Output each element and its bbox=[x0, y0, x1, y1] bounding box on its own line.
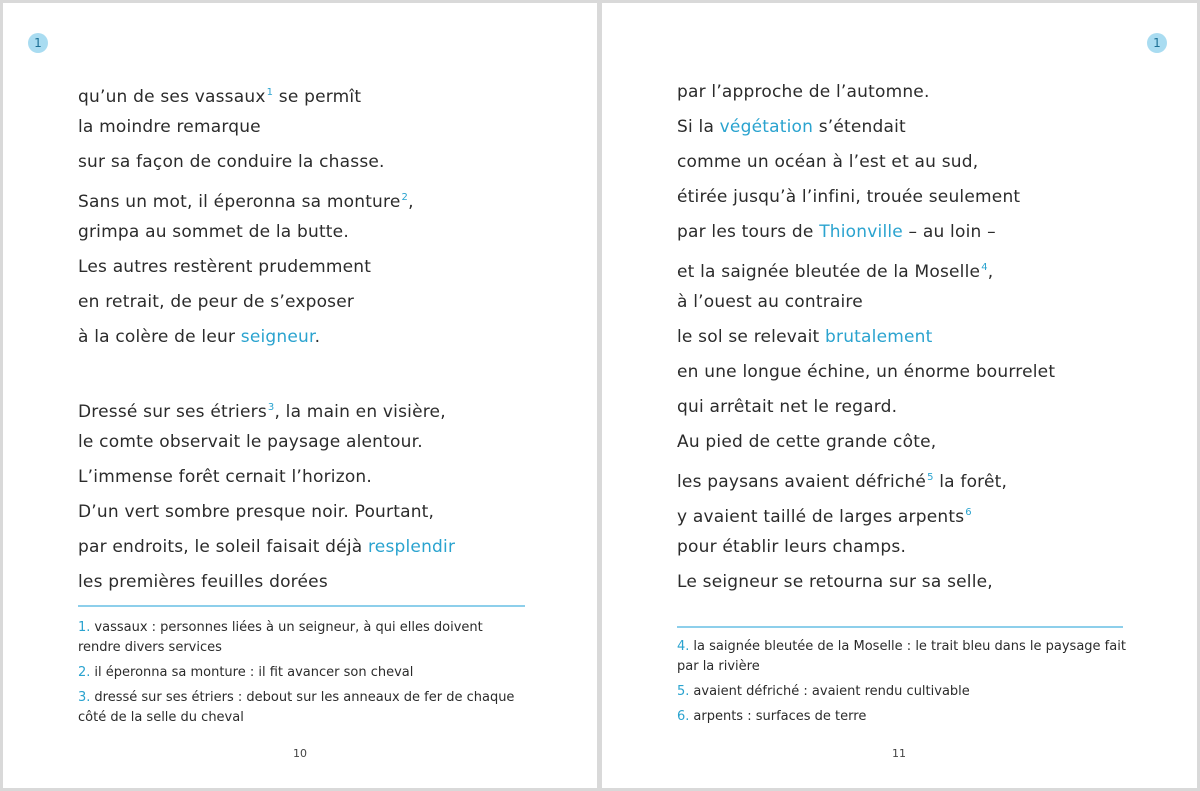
text-line: en une longue échine, un énorme bourrelet bbox=[677, 362, 1056, 382]
footnote: 1. vassaux : personnes liées à un seigneur, à qui elles doivent rendre divers services bbox=[78, 620, 483, 655]
text-block bbox=[78, 75, 455, 600]
text-line: sur sa façon de conduire la chasse. bbox=[78, 152, 385, 172]
right-page bbox=[602, 3, 1197, 788]
chapter-badge: 1 bbox=[28, 33, 48, 53]
text-line: le sol se relevait brutalement bbox=[677, 327, 933, 347]
text-line: à l’ouest au contraire bbox=[677, 292, 863, 312]
text-line: Les autres restèrent prudemment bbox=[78, 257, 372, 277]
footnote-ref[interactable]: 3 bbox=[267, 402, 275, 413]
text-line: par l’approche de l’automne. bbox=[677, 82, 930, 102]
text-line: à la colère de leur seigneur. bbox=[78, 327, 321, 347]
text-line: Dressé sur ses étriers$^3$, la main en visière, bbox=[78, 402, 446, 422]
text-line: comme un océan à l’est et au sud, bbox=[677, 152, 979, 172]
text-line: D’un vert sombre presque noir. Pourtant, bbox=[78, 502, 435, 522]
text-line: grimpa au sommet de la butte. bbox=[78, 222, 349, 242]
footnote-ref[interactable]: 2 bbox=[401, 192, 409, 203]
footnote-divider bbox=[677, 626, 1123, 628]
text-line: Sans un mot, il éperonna sa monture$^2$, bbox=[78, 192, 414, 212]
text-line: par les tours de Thionville – au loin – bbox=[677, 222, 996, 242]
footnote-divider bbox=[78, 605, 525, 607]
text-line: et la saignée bleutée de la Moselle$^4$, bbox=[677, 262, 994, 282]
footnotes bbox=[677, 637, 1127, 732]
footnote: 3. dressé sur ses étriers : debout sur les anneaux de fer de chaque côté de la selle du cheval bbox=[78, 690, 515, 725]
footnote-ref[interactable]: 5 bbox=[927, 472, 934, 483]
footnote-ref[interactable]: 1 bbox=[266, 87, 274, 98]
footnote: 2. il éperonna sa monture : il fit avancer son cheval bbox=[78, 665, 414, 680]
chapter-badge: 1 bbox=[1147, 33, 1167, 53]
text-line: qui arrêtait net le regard. bbox=[677, 397, 898, 417]
text-line: les premières feuilles dorées bbox=[78, 572, 328, 592]
footnote-ref[interactable]: 4 bbox=[981, 262, 988, 273]
text-line: étirée jusqu’à l’infini, trouée seulement bbox=[677, 187, 1021, 207]
text-line: par endroits, le soleil faisait déjà resplendir bbox=[78, 537, 456, 557]
text-line: L’immense forêt cernait l’horizon. bbox=[78, 467, 372, 487]
text-line: Si la végétation s’étendait bbox=[677, 117, 906, 137]
highlighted-word: seigneur bbox=[240, 327, 315, 347]
left-page bbox=[3, 3, 597, 788]
footnote: 5. avaient défriché : avaient rendu cultivable bbox=[677, 684, 970, 699]
text-line: en retrait, de peur de s’exposer bbox=[78, 292, 355, 312]
text-line: Au pied de cette grande côte, bbox=[677, 432, 937, 452]
page-number: 10 bbox=[293, 747, 307, 760]
highlighted-word: brutalement bbox=[825, 327, 933, 347]
footnote: 6. arpents : surfaces de terre bbox=[677, 709, 867, 724]
text-line: Le seigneur se retourna sur sa selle, bbox=[677, 572, 993, 592]
highlighted-word: resplendir bbox=[367, 537, 456, 557]
text-line: les paysans avaient défriché$^5$ la forêt, bbox=[677, 472, 1008, 492]
footnote-ref[interactable]: 6 bbox=[965, 507, 972, 518]
text-line: y avaient taillé de larges arpents$^6$ bbox=[677, 507, 972, 527]
highlighted-word: végétation bbox=[719, 117, 814, 137]
page-number: 11 bbox=[892, 747, 906, 760]
highlighted-word: Thionville bbox=[819, 222, 903, 242]
footnote: 4. la saignée bleutée de la Moselle : le trait bleu dans le paysage fait par la rivière bbox=[677, 639, 1126, 674]
text-line: la moindre remarque bbox=[78, 117, 261, 137]
text-line: pour établir leurs champs. bbox=[677, 537, 907, 557]
text-line: le comte observait le paysage alentour. bbox=[78, 432, 423, 452]
text-block bbox=[677, 75, 1055, 600]
text-line: qu’un de ses vassaux$^1$ se permît bbox=[78, 87, 362, 107]
stanza-gap bbox=[78, 355, 455, 390]
footnotes bbox=[78, 618, 528, 733]
